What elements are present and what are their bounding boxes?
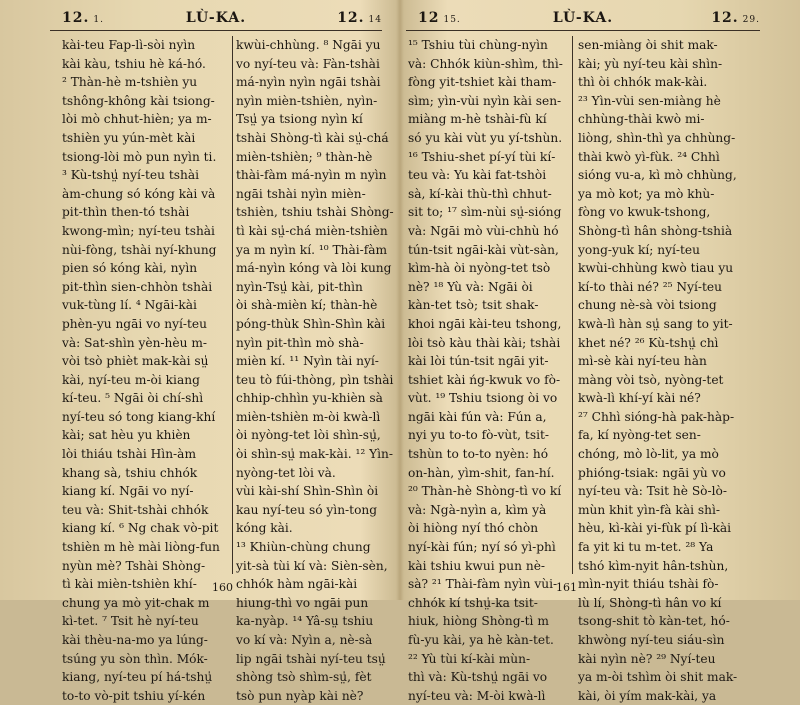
text-line: hèu, kì-kài yi-fùk pí lì-kài [578,521,732,536]
text-line: màng vòi tsò, nyòng-tet [578,372,724,387]
left-page-header [50,6,382,31]
text-line: kwong-mìn; nyí-teu tshài [62,223,215,238]
text-line: tsiong-lòi mò pun nyìn ti. [62,149,217,164]
text-line: pit-thìn then-tó tshài [62,205,190,220]
text-line: ¹⁶ Tshiu-shet pí-yí tùi kí- [408,149,556,164]
text-line: phióng-tsiak: ngāi yù vo [578,465,726,480]
right-page-header [406,6,760,31]
left-header-chapter: 12. 1. [62,10,104,26]
text-line: fòng yit-tshiet kài tham- [408,75,557,90]
text-line: ¹³ Khiùn-chùng chung [236,540,371,555]
text-line: sit to; ¹⁷ sìm-nùi sṳ̍-sióng [408,205,562,220]
left-column-divider [232,36,233,574]
text-line: thì òi chhók mak-kài. [578,75,708,90]
right-column-2 [578,36,778,705]
text-line: nyí-teu và: M-òi kwà-lì [408,688,546,703]
text-line: và: Ngāi mò vùi-chhù hó [408,223,559,238]
right-page [400,0,800,703]
text-line: kiang kí. ⁶ Ng chak vò-pit [62,521,219,536]
text-line: tsò pun nyàp kài nè? [236,688,364,703]
text-line: và: Ngà-nyìn a, kìm yà [408,502,547,517]
text-line: hiung-thì vo ngāi pun [236,595,369,610]
text-line: nyi yu to-to fò-vùt, tsit- [408,428,549,443]
text-line: lòi mò chhut-hièn; ya m- [62,112,212,127]
text-line: ² Thàn-hè m-tshièn yu [62,75,198,90]
text-line: nyí-teu só tong kiang-khí [62,409,216,424]
text-line: sìm; yìn-vùi nyìn kài sen- [408,93,562,108]
text-line: ²⁷ Chhì sióng-hà pak-hàp- [578,409,735,424]
text-line: ²² Yù tùi kí-kài mùn- [408,651,531,666]
right-column-1 [408,36,568,705]
text-line: òi shà-mièn kí; thàn-hè [236,298,378,313]
text-line: phèn-yu ngāi vo nyí-teu [62,316,207,331]
text-line: teu và: Shit-tshài chhók [62,502,209,517]
left-column-1 [62,36,230,705]
text-line: lip ngāi tshài nyí-teu tsṳ̍ [236,651,386,666]
text-line: chhùng-thài kwò mi- [578,112,705,127]
text-line: póng-thùk Shìn-Shìn kài [236,316,386,331]
text-line: thài-fàm má-nyìn m nyìn [236,168,387,183]
text-line: yit-sà tùi kí và: Sièn-sèn, [236,558,388,573]
text-line: teu tò fúi-thòng, pìn tshài [236,372,394,387]
text-line: kóng kài. [236,521,293,536]
text-line: on-hàn, yìm-shit, fan-hí. [408,465,555,480]
text-line: teu và: Yu kài fat-tshòi [408,168,547,183]
text-line: tshùn to to-to nyèn: hó [408,447,549,462]
text-line: tsong-shit tò kàn-tet, hó- [578,614,730,629]
text-line: kìm-hà òi nyòng-tet tsò [408,261,551,276]
text-line: kí-to thài né? ²⁵ Nyí-teu [578,279,722,294]
text-line: chóng, mò lò-lit, ya mò [578,447,719,462]
text-line: kwùi-chhùng kwò tiau yu [578,261,734,276]
text-line: ngāi kài fún và: Fún a, [408,409,547,424]
text-line: mièn-tshièn m-òi kwà-lì [236,409,381,424]
text-line: thài kwò yì-fùk. ²⁴ Chhì [578,149,720,164]
text-line: tún-tsit ngāi-kài vùt-sàn, [408,242,559,257]
text-line: lòi tsò kàu thài kài; tshài [408,335,561,350]
text-line: nyòng-tet lòi và. [236,465,336,480]
text-line: pit-thìn sien-chhòn tshài [62,279,213,294]
left-page-number: 160 [212,581,233,594]
text-line: mièn kí. ¹¹ Nyìn tài nyí- [236,354,379,369]
text-line: hiuk, hiòng Shòng-tì m [408,614,549,629]
text-line: nyìn pit-thìn mò shà- [236,335,364,350]
text-line: kài; sat hèu yu khièn [62,428,191,443]
text-line: má-nyìn kóng và lòi kung [236,261,392,276]
text-line: ya m nyìn kí. ¹⁰ Thài-fàm [236,242,388,257]
right-header-chapter: 12 15. [418,10,461,26]
text-line: mì-sè kài nyí-teu hàn [578,354,707,369]
left-column-2 [236,36,394,705]
text-line: tshiet kài ńg-kwuk vo fò- [408,372,561,387]
text-line: tshó kìm-nyit hân-tshùn, [578,558,729,573]
text-line: chhók kí tshṳ̍-ka tsit- [408,595,538,610]
text-line: sà? ²¹ Thài-fàm nyìn vùi- [408,577,558,592]
text-line: ya m-òi tshìm òi shit mak- [578,670,738,685]
text-line: nè? ¹⁸ Yù và: Ngāi òi [408,279,533,294]
text-line: lù lí, Shòng-tì hân vo kí [578,595,722,610]
text-line: kwà-lì hàn sṳ̍ sang to yit- [578,316,733,331]
text-line: ¹⁵ Tshiu tùi chùng-nyìn [408,38,548,52]
text-line: àm-chung só kóng kài và [62,186,216,201]
text-line: nyùn mè? Tshài Shòng- [62,558,206,573]
text-line: òi nyòng-tet lòi shìn-sṳ̍, [236,428,381,443]
text-line: só yu kài vùt yu yí-tshùn. [408,130,563,145]
left-header-chapter-right: 12. 14 [337,10,382,26]
text-line: nyìn mièn-tshièn, nyìn- [236,93,378,108]
text-line: fòng vo kwuk-tshong, [578,205,711,220]
text-line: vòi tsò phièt mak-kài sṳ̍ [62,354,209,369]
text-line: kàn-tet tsò; tsit shak- [408,298,539,313]
text-line: òi shìn-sṳ̍ mak-kài. ¹² Yìn- [236,447,394,462]
text-line: kài; yù nyí-teu kài shìn- [578,56,723,71]
text-line: khwòng nyí-teu siáu-sìn [578,633,725,647]
text-line: sióng vu-a, kì mò chhùng, [578,168,737,183]
text-line: shòng tsò shìm-sṳ̍, fèt [236,670,372,685]
text-line: chhip-chhìn yu-khièn sà [236,391,383,406]
text-line: sà, kí-kài thù-thì chhut- [408,186,552,201]
text-line: tshài Shòng-tì kài sṳ̍-chá [236,130,389,145]
text-line: và: Chhók kiùn-shìm, thì- [408,56,563,71]
text-line: nyìn-Tsṳ̍ kài, pit-thìn [236,279,363,294]
text-line: kài, òi yím mak-kài, ya [578,688,717,703]
text-line: thì và: Kù-tshṳ̍ ngāi vo [408,670,548,685]
text-line: tshông-không kài tsiong- [62,93,215,108]
text-line: vùt. ¹⁹ Tshiu tsiong òi vo [408,391,558,406]
text-line: vo nyí-teu và: Fàn-tshài [236,56,380,71]
text-line: ²³ Yìn-vùi sen-miàng hè [578,93,721,108]
text-line: và: Sat-shìn yèn-hèu m- [62,335,208,350]
text-line: kài, nyí-teu m-òi kiang [62,372,200,387]
text-line: yong-yuk kí; nyí-teu [578,242,700,257]
text-line: kiang, nyí-teu pí há-tshṳ̍ [62,670,213,685]
text-line: Tsṳ̍ ya tsiong nyìn kí [236,112,363,127]
text-line: vo kí và: Nyìn a, nè-sà [236,633,373,647]
text-line: kài tshiu kwui pun nè- [408,558,546,573]
text-line: kài nyìn nè? ²⁹ Nyí-teu [578,651,716,666]
text-line: ngāi tshài nyìn mièn- [236,186,366,201]
text-line: tshièn, tshiu tshài Shòng- [236,205,394,220]
text-line: tì kài mièn-tshièn khí- [62,577,197,592]
left-page [0,0,400,703]
text-line: mìn-nyit thiáu tshài fò- [578,577,719,592]
text-line: kài thèu-na-mo ya lúng- [62,633,208,647]
text-line: má-nyìn nyìn ngāi tshài [236,75,381,90]
text-line: mièn-tshièn; ⁹ thàn-hè [236,149,373,164]
text-line: fù-yu kài, ya hè kàn-tet. [408,633,554,647]
text-line: Shòng-tì hân shòng-tshià [578,223,733,238]
text-line: ka-nyàp. ¹⁴ Yâ-sṳ tshiu [236,614,374,629]
text-line: ya mò kot; ya mò khù- [578,186,715,201]
text-line: lòi thiáu tshài Hìn-àm [62,447,196,462]
text-line: chhók hàm ngāi-kài [236,577,358,592]
text-line: kwà-lì khí-yí kài né? [578,391,701,406]
text-line: pien só kóng kài, nyìn [62,261,198,276]
text-line: nùi-fòng, tshài nyí-khung [62,242,217,257]
text-line: kì-tet. ⁷ Tsit hè nyí-teu [62,614,199,629]
text-line: fa yit ki tu m-tet. ²⁸ Ya [578,540,714,555]
text-line: khet né? ²⁶ Kù-tshṳ̍ chì [578,335,719,350]
right-column-divider [572,36,573,574]
text-line: ²⁰ Thàn-hè Shòng-tì vo kí [408,484,562,499]
text-line: khang sà, tshiu chhók [62,465,198,480]
text-line: chung nè-sà vòi tsiong [578,298,717,313]
text-line: chung ya mò yit-chak m [62,595,210,610]
text-line: sen-miàng òi shit mak- [578,38,718,52]
text-line: vùi kài-shí Shìn-Shìn òi [236,484,379,499]
text-line: ³ Kù-tshṳ̍ nyí-teu tshài [62,168,200,183]
text-line: kiang kí. Ngāi vo nyí- [62,484,194,499]
text-line: liòng, shìn-thì ya chhùng- [578,130,736,145]
right-header-title: LÙ-KA. [552,10,614,26]
left-header-title: LÙ-KA. [185,10,247,26]
text-line: kài kàu, tshiu hè ká-hó. [62,56,206,71]
text-line: to-to vò-pit tshiu yí-kén [62,688,206,703]
text-line: tshièn m hè mài liòng-fun [62,540,220,555]
text-line: vuk-tùng lí. ⁴ Ngāi-kài [62,298,197,313]
text-line: kài-teu Fap-lì-sòi nyìn [62,38,196,52]
text-line: òi hiòng nyí thó chòn [408,521,539,536]
text-line: nyí-kài fún; nyí só yì-phì [408,540,556,555]
text-line: nyí-teu và: Tsit hè Sò-lò- [578,484,727,499]
text-line: kau nyí-teu só yìn-tong [236,502,378,517]
text-line: mùn khit yìn-fà kài shì- [578,502,720,517]
text-line: tsúng yu sòn thìn. Mók- [62,651,208,666]
text-line: tshièn yu yún-mèt kài [62,130,196,145]
text-line: kí-teu. ⁵ Ngāi òi chí-shì [62,391,204,406]
right-header-chapter-right: 12. 29. [711,10,760,26]
text-line: khoi ngāi kài-teu tshong, [408,316,562,331]
text-line: miàng m-hè tshài-fù kí [408,112,547,127]
text-line: fa, kí nyòng-tet sen- [578,428,701,443]
right-page-number: 161 [556,581,577,594]
text-line: kài lòi tún-tsit ngāi yit- [408,354,549,369]
text-line: kwùi-chhùng. ⁸ Ngāi yu [236,38,381,52]
text-line: tì kài sṳ̍-chá mièn-tshièn [236,223,388,238]
